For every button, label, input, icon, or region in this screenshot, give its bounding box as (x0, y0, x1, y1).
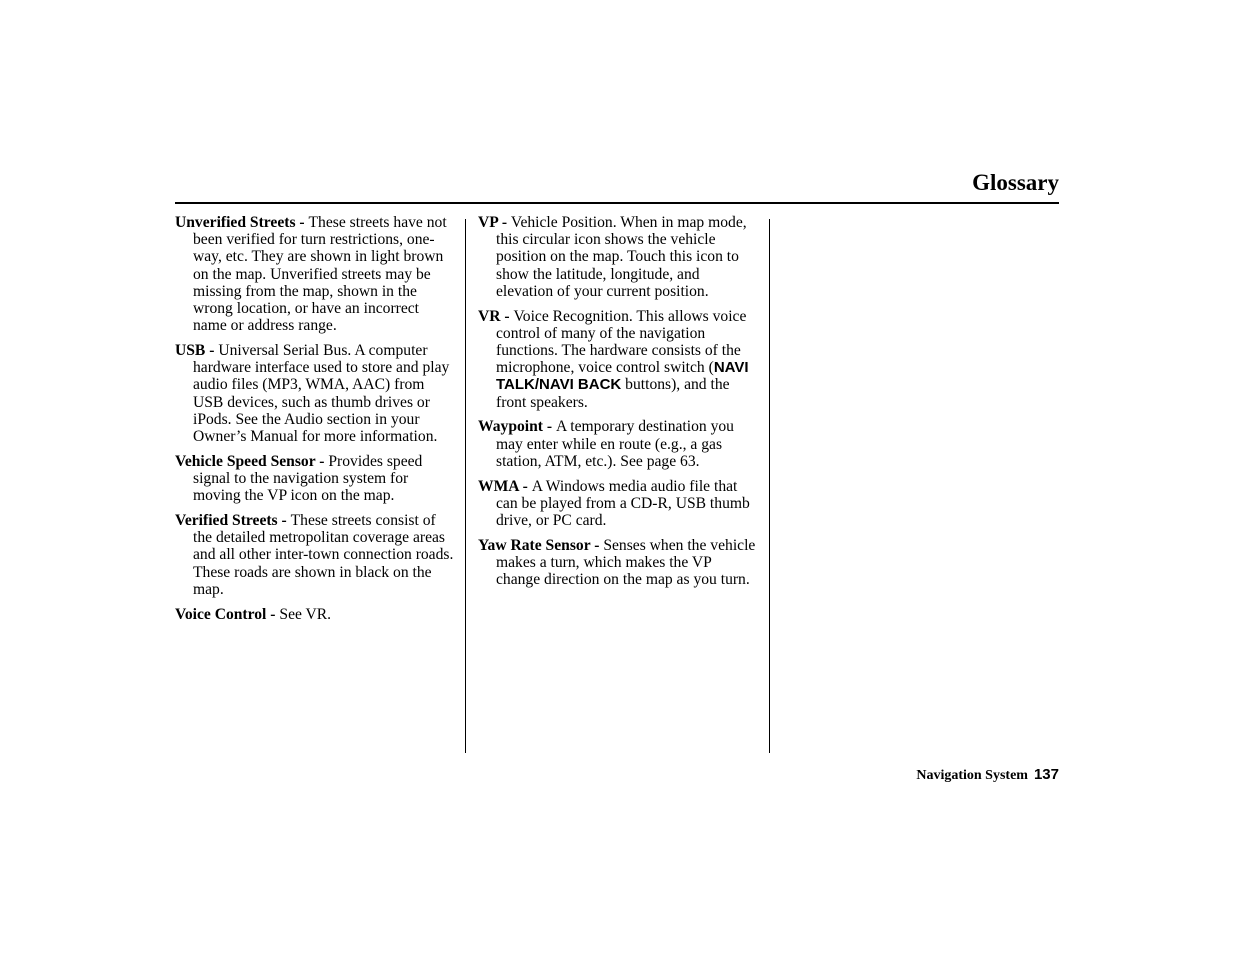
glossary-definition: Voice Recognition. This allows voice control of many of the navigation functions. The hardware consists of the microphone, voice control switch ( (496, 307, 747, 377)
glossary-entry-usb (175, 342, 455, 445)
glossary-term: Vehicle Speed Sensor - (175, 452, 329, 470)
glossary-definition: Provides speed signal to the navigation system for moving the VP icon on the map. (193, 452, 423, 505)
glossary-term: Waypoint - (478, 418, 556, 436)
glossary-definition-continued: buttons), and the front speakers. (496, 376, 730, 411)
glossary-definition: Vehicle Position. When in map mode, this circular icon shows the vehicle position on the map. Touch this icon to show the latitude, longitude, and elevation of your current position. (496, 214, 747, 300)
title-rule (175, 202, 1059, 204)
glossary-term: Unverified Streets - (175, 214, 309, 231)
footer-label: Navigation System (916, 768, 1028, 783)
glossary-entry-wma (478, 478, 758, 530)
glossary-entry-waypoint (478, 418, 758, 470)
glossary-entry-unverified-streets (175, 214, 455, 334)
glossary-term: Voice Control - (175, 605, 280, 623)
glossary-column-2 (478, 214, 758, 596)
glossary-term: USB - (175, 342, 219, 360)
page-number: 137 (1033, 766, 1059, 783)
glossary-term: Verified Streets - (175, 512, 291, 530)
glossary-term: VP - (478, 214, 511, 231)
glossary-entry-vr (478, 308, 758, 411)
button-name-navi-talk-back: NAVI TALK/NAVI BACK (496, 359, 749, 394)
glossary-entry-vp (478, 214, 758, 300)
page-footer (916, 766, 1059, 784)
glossary-entry-verified-streets (175, 512, 455, 598)
glossary-term: Yaw Rate Sensor - (478, 536, 604, 554)
glossary-column-1 (175, 214, 455, 630)
glossary-entry-vehicle-speed-sensor (175, 453, 455, 505)
glossary-definition: Senses when the vehicle makes a turn, which makes the VP change direction on the map as you turn. (496, 536, 756, 589)
glossary-entry-voice-control (175, 606, 455, 623)
column-divider (465, 219, 466, 753)
column-divider (769, 219, 770, 753)
glossary-definition: Universal Serial Bus. A computer hardware interface used to store and play audio files (MP3, WMA, AAC) from USB devices, such as thumb drives or iPods. See the Audio section in your Owner’s Manual for more information. (193, 342, 450, 446)
glossary-definition: A Windows media audio file that can be played from a CD-R, USB thumb drive, or PC card. (496, 477, 750, 530)
glossary-definition: These streets have not been verified for turn restrictions, one-way, etc. They are shown in light brown on the map. Unverified streets may be missing from the map, shown in the wrong location, or have an incorrect name or address range. (193, 214, 447, 335)
page-title: Glossary (972, 170, 1059, 195)
glossary-definition: A temporary destination you may enter while en route (e.g., a gas station, ATM, etc.). See page 63. (496, 418, 734, 470)
glossary-definition: See VR. (279, 605, 332, 623)
glossary-definition: These streets consist of the detailed metropolitan coverage areas and all other inter-town connection roads. These roads are shown in black on the map. (193, 512, 454, 598)
glossary-term: WMA - (478, 477, 532, 495)
glossary-entry-yaw-rate-sensor (478, 537, 758, 589)
glossary-term: VR - (478, 307, 514, 325)
